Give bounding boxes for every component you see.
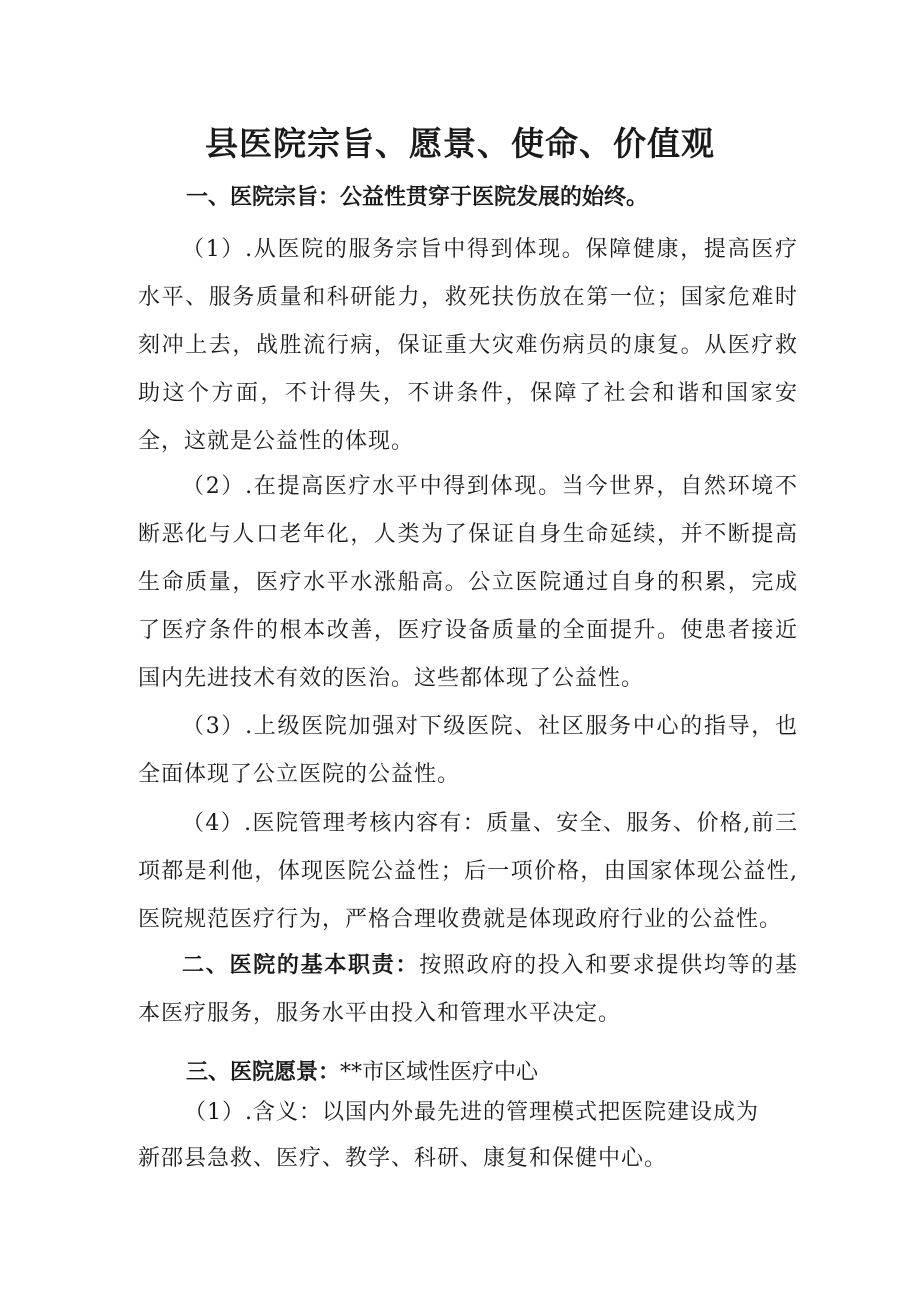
paragraph-4: （4）.医院管理考核内容有：质量、安全、服务、价格,前三项都是利他，体现医院公益性；后一项价格，由国家体现公益性,医院规范医疗行为，严格合理收费就是体现政府行业的公益性。 [138, 811, 798, 932]
section-basic-duties-label: 二、医院的基本职责： [182, 953, 420, 978]
paragraph-5-line-1: （1）.含义：以国内外最先进的管理模式把医院建设成为 [184, 1100, 759, 1125]
section-basic-duties [138, 942, 798, 1038]
document-title: 县医院宗旨、愿景、使命、价值观 [205, 124, 715, 163]
paragraph-5-line-2: 新邵县急救、医疗、教学、科研、康复和保健中心。 [138, 1146, 668, 1171]
paragraph-3: （3）.上级医院加强对下级医院、社区服务中心的指导，也全面体现了公立医院的公益性。 [138, 714, 798, 787]
section-basic-duties-text: 按照政府的投入和要求提供均等的基本医疗服务，服务水平由投入和管理水平决定。 [138, 953, 798, 1026]
section-heading-purpose: 一、医院宗旨：公益性贯穿于医院发展的始终。 [186, 185, 649, 210]
paragraph-5 [138, 1090, 798, 1182]
section-vision-text: **市区域性医疗中心 [340, 1060, 539, 1085]
section-vision [186, 1055, 538, 1086]
paragraph-1: （1）.从医院的服务宗旨中得到体现。保障健康，提高医疗水平、服务质量和科研能力，救死扶伤放在第一位；国家危难时刻冲上去，战胜流行病，保证重大灾难伤病员的康复。从医疗救助这个方面，不计得失，不讲条件，保障了社会和谐和国家安全，这就是公益性的体现。 [138, 237, 798, 454]
paragraph-2: （2）.在提高医疗水平中得到体现。当今世界，自然环境不断恶化与人口老年化，人类为了保证自身生命延续，并不断提高生命质量，医疗水平水涨船高。公立医院通过自身的积累，完成了医疗条件的根本改善，医疗设备质量的全面提升。使患者接近国内先进技术有效的医治。这些都体现了公益性。 [138, 474, 798, 691]
section-vision-label: 三、医院愿景： [186, 1060, 341, 1085]
